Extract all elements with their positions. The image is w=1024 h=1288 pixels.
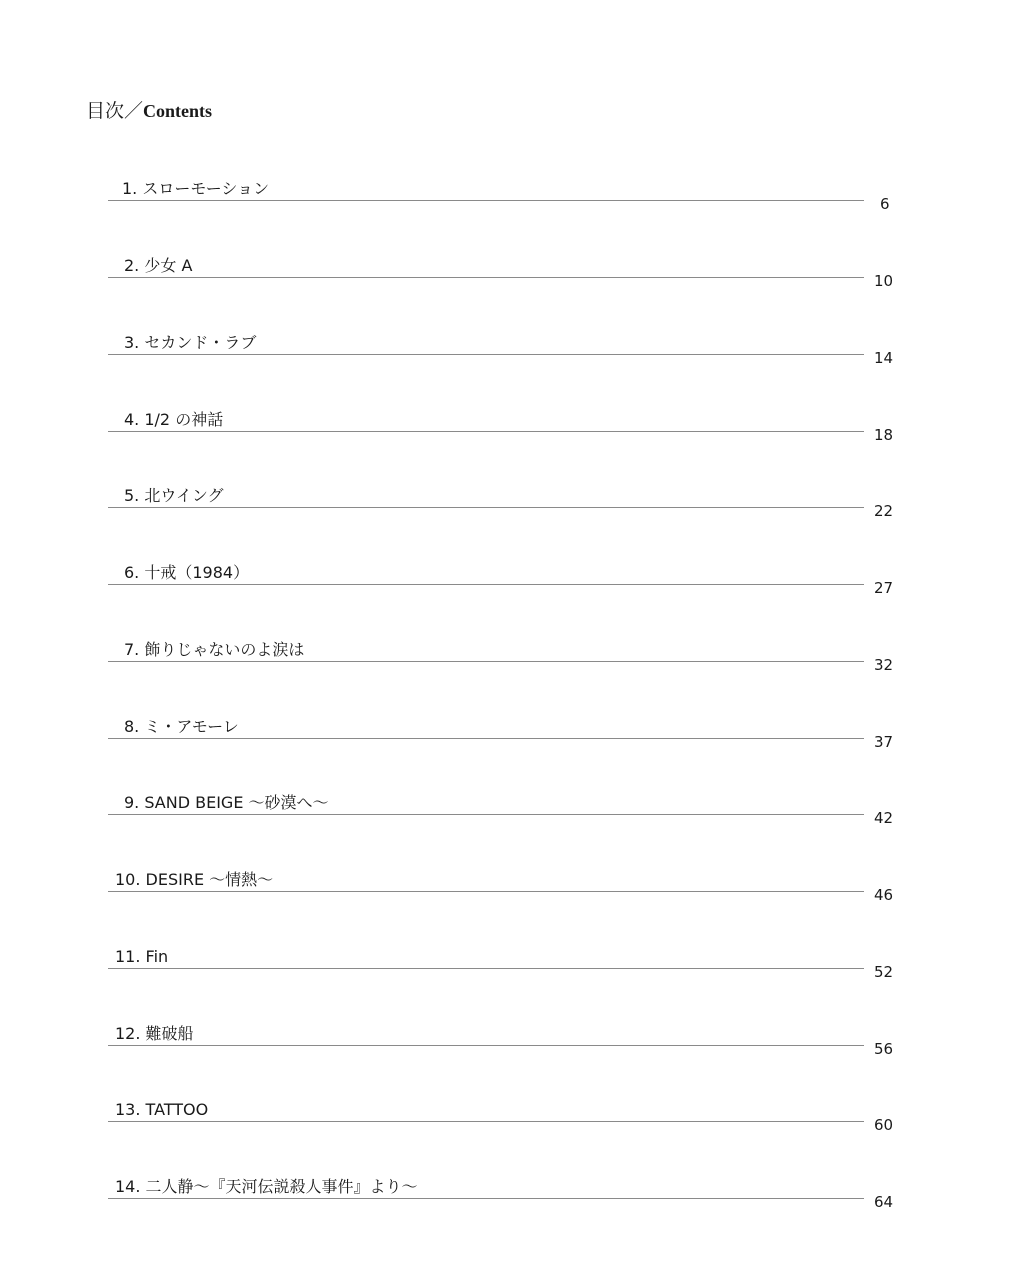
- page-title-jp: 目次／: [86, 100, 144, 122]
- toc-page-number: 46: [874, 886, 894, 904]
- toc-entry[interactable]: [0, 639, 1024, 679]
- toc-entry-title: 5. 北ウイング: [124, 486, 224, 505]
- toc-leader-line: [108, 354, 864, 355]
- page-title-en: Contents: [143, 101, 213, 121]
- toc-leader-line: [108, 891, 864, 892]
- toc-page-number: 60: [874, 1116, 894, 1134]
- toc-leader-line: [108, 584, 864, 585]
- toc-leader-line: [108, 1121, 864, 1122]
- toc-entry-title: 12. 難破船: [115, 1024, 194, 1043]
- toc-entry-title: 13. TATTOO: [115, 1100, 209, 1119]
- toc-entry[interactable]: [0, 562, 1024, 602]
- toc-leader-line: [108, 661, 864, 662]
- toc-page-number: 18: [874, 426, 894, 444]
- toc-entry[interactable]: [0, 946, 1024, 986]
- toc-page-number: 37: [874, 733, 894, 751]
- toc-entry[interactable]: [0, 255, 1024, 295]
- toc-leader-line: [108, 814, 864, 815]
- toc-leader-line: [108, 507, 864, 508]
- toc-entry[interactable]: [0, 869, 1024, 909]
- toc-entry-title: 1. スローモーション: [122, 179, 270, 198]
- toc-entry[interactable]: [0, 792, 1024, 832]
- toc-leader-line: [108, 1045, 864, 1046]
- toc-page-number: 52: [874, 963, 894, 981]
- toc-leader-line: [108, 738, 864, 739]
- toc-entry-title: 14. 二人静～『天河伝説殺人事件』より～: [115, 1177, 418, 1196]
- toc-entry[interactable]: [0, 409, 1024, 449]
- toc-entry[interactable]: [0, 178, 1024, 218]
- toc-entry-title: 11. Fin: [115, 947, 169, 966]
- toc-page-number: 42: [874, 809, 894, 827]
- toc-page-number: 56: [874, 1040, 894, 1058]
- toc-entry-title: 2. 少女 A: [124, 256, 193, 275]
- toc-entry-title: 3. セカンド・ラブ: [124, 333, 257, 352]
- toc-page-number: 22: [874, 502, 894, 520]
- toc-entry-title: 4. 1/2 の神話: [124, 410, 224, 429]
- toc-entry[interactable]: [0, 1099, 1024, 1139]
- toc-page-number: 6: [880, 195, 890, 213]
- toc-page-number: 10: [874, 272, 894, 290]
- toc-entry[interactable]: [0, 485, 1024, 525]
- toc-leader-line: [108, 200, 864, 201]
- toc-entry-title: 9. SAND BEIGE ～砂漠へ～: [124, 793, 329, 812]
- toc-leader-line: [108, 1198, 864, 1199]
- toc-entry-title: 6. 十戒（1984）: [124, 563, 250, 582]
- toc-leader-line: [108, 968, 864, 969]
- toc-entry-title: 8. ミ・アモーレ: [124, 717, 239, 736]
- toc-leader-line: [108, 277, 864, 278]
- toc-page-number: 27: [874, 579, 894, 597]
- toc-entry[interactable]: [0, 1176, 1024, 1216]
- toc-entry[interactable]: [0, 1023, 1024, 1063]
- toc-page-number: 14: [874, 349, 894, 367]
- toc-entry-title: 7. 飾りじゃないのよ涙は: [124, 640, 305, 659]
- toc-page-number: 32: [874, 656, 894, 674]
- toc-entry[interactable]: [0, 716, 1024, 756]
- toc-entry[interactable]: [0, 332, 1024, 372]
- toc-page-number: 64: [874, 1193, 894, 1211]
- toc-entry-title: 10. DESIRE ～情熱～: [115, 870, 274, 889]
- toc-leader-line: [108, 431, 864, 432]
